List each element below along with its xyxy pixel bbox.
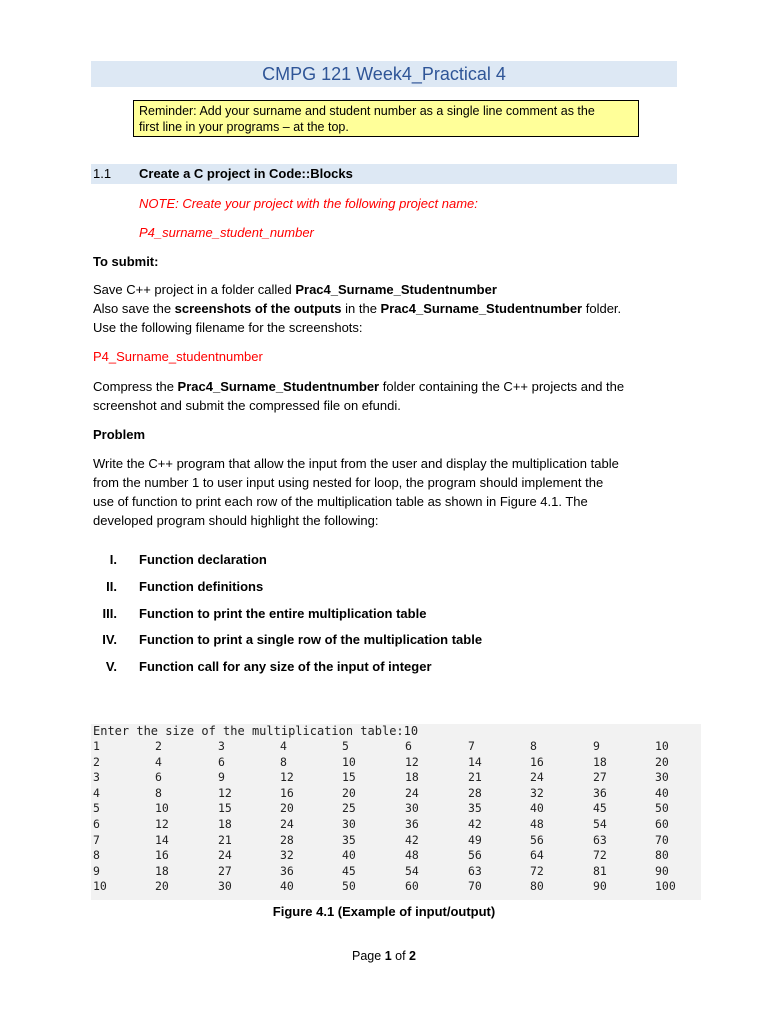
table-cell: 70 [655,832,669,847]
table-cell: 10 [93,879,107,894]
table-cell: 8 [93,848,100,863]
compress-line-1 [93,377,624,396]
table-cell: 49 [468,832,482,847]
table-cell: 21 [218,832,232,847]
table-cell: 6 [405,739,412,753]
table-cell: 81 [593,863,607,878]
table-cell: 45 [342,863,356,878]
screenshots-phrase: screenshots of the outputs [174,301,342,316]
problem-heading: Problem [93,427,146,442]
table-cell: 80 [655,848,669,863]
table-cell: 60 [655,817,669,831]
table-cell: 18 [218,817,232,831]
table-cell: 60 [405,879,419,894]
compress-text-pre: Compress the [93,379,178,394]
table-cell: 9 [218,770,225,785]
table-cell: 48 [405,848,419,863]
table-cell: 24 [280,817,294,831]
problem-line-4: developed program should highlight the following: [93,513,379,528]
table-cell: 4 [93,785,100,800]
table-cell: 36 [405,817,419,831]
table-cell: 56 [530,832,544,847]
table-cell: 10 [155,801,169,816]
table-cell: 70 [468,879,482,894]
table-cell: 45 [593,801,607,816]
table-cell: 14 [155,832,169,847]
table-cell: 12 [218,785,232,800]
problem-line-3: use of function to print each row of the multiplication table as shown in Figure 4.1. The [93,494,588,509]
table-cell: 90 [655,863,669,878]
table-cell: 80 [530,879,544,894]
submit-line-2-mid: in the [341,301,381,316]
table-cell: 10 [655,739,669,753]
console-output [91,724,701,900]
table-cell: 72 [530,863,544,878]
table-cell: 12 [280,770,294,785]
table-cell: 2 [93,754,100,769]
table-cell: 16 [530,754,544,769]
page-footer [0,949,768,963]
table-cell: 32 [530,785,544,800]
table-cell: 35 [468,801,482,816]
table-cell: 3 [218,739,225,753]
table-cell: 54 [405,863,419,878]
table-cell: 4 [280,739,287,753]
table-cell: 18 [593,754,607,769]
table-cell: 21 [468,770,482,785]
footer-total-pages: 2 [409,949,416,963]
table-cell: 40 [655,785,669,800]
table-cell: 14 [468,754,482,769]
section-title: Create a C project in Code::Blocks [139,166,353,181]
table-cell: 9 [93,863,100,878]
table-cell: 63 [468,863,482,878]
table-cell: 35 [342,832,356,847]
table-cell: 16 [155,848,169,863]
list-num-5: V. [105,659,117,674]
console-prompt: Enter the size of the multiplication table:10 [93,724,419,738]
table-cell: 30 [405,801,419,816]
table-cell: 8 [280,754,287,769]
project-name: P4_surname_student_number [139,225,314,240]
table-cell: 25 [342,801,356,816]
compress-text-post: folder containing the C++ projects and the [379,379,625,394]
table-cell: 6 [218,754,225,769]
figure-caption: Figure 4.1 (Example of input/output) [272,904,496,919]
folder-name: Prac4_Surname_Studentnumber [295,282,497,297]
table-cell: 48 [530,817,544,831]
table-cell: 20 [155,879,169,894]
footer-current-page: 1 [384,949,392,963]
table-cell: 27 [218,863,232,878]
table-cell: 28 [468,785,482,800]
submit-heading: To submit: [93,254,159,269]
table-cell: 10 [342,754,356,769]
footer-page-label: Page [352,949,385,963]
table-cell: 6 [93,817,100,831]
table-cell: 42 [405,832,419,847]
screenshot-filename: P4_Surname_studentnumber [93,349,263,364]
table-cell: 64 [530,848,544,863]
table-cell: 15 [218,801,232,816]
table-cell: 7 [468,739,475,753]
table-cell: 36 [593,785,607,800]
table-cell: 50 [342,879,356,894]
table-cell: 20 [280,801,294,816]
problem-line-2: from the number 1 to user input using nested for loop, the program should implement the [93,475,604,490]
reminder-line-1: Reminder: Add your surname and student number as a single line comment as the [139,104,595,118]
table-cell: 72 [593,848,607,863]
section-number: 1.1 [93,166,112,181]
table-cell: 4 [155,754,162,769]
table-cell: 28 [280,832,294,847]
list-item-2: Function definitions [139,579,264,594]
table-cell: 30 [218,879,232,894]
footer-of: of [391,949,410,963]
table-cell: 40 [530,801,544,816]
table-cell: 30 [655,770,669,785]
submit-line-3: Use the following filename for the screenshots: [93,320,363,335]
submit-line-1 [93,280,497,299]
table-cell: 2 [155,739,162,753]
table-cell: 1 [93,739,100,753]
table-cell: 42 [468,817,482,831]
table-cell: 20 [342,785,356,800]
list-item-1: Function declaration [139,552,267,567]
table-cell: 24 [530,770,544,785]
table-cell: 18 [155,863,169,878]
table-cell: 100 [655,879,676,894]
table-cell: 3 [93,770,100,785]
table-cell: 27 [593,770,607,785]
reminder-line-2: first line in your programs – at the top. [139,120,349,134]
table-cell: 56 [468,848,482,863]
table-cell: 40 [280,879,294,894]
table-cell: 12 [405,754,419,769]
note-text: NOTE: Create your project with the following project name: [139,196,478,211]
submit-line-2-text: Also save the [93,301,175,316]
list-num-1: I. [109,552,117,567]
table-cell: 32 [280,848,294,863]
table-cell: 16 [280,785,294,800]
table-cell: 9 [593,739,600,753]
compress-folder-name: Prac4_Surname_Studentnumber [177,379,380,394]
table-cell: 15 [342,770,356,785]
table-cell: 5 [93,801,100,816]
table-cell: 40 [342,848,356,863]
table-cell: 7 [93,832,100,847]
submit-line-2-post: folder. [582,301,622,316]
table-cell: 30 [342,817,356,831]
table-cell: 36 [280,863,294,878]
table-cell: 5 [342,739,349,753]
compress-line-2: screenshot and submit the compressed file on efundi. [93,398,401,413]
table-cell: 63 [593,832,607,847]
table-cell: 8 [530,739,537,753]
list-item-5: Function call for any size of the input of integer [139,659,432,674]
table-cell: 54 [593,817,607,831]
table-cell: 24 [218,848,232,863]
list-item-3: Function to print the entire multiplication table [139,606,427,621]
table-cell: 50 [655,801,669,816]
page-title: CMPG 121 Week4_Practical 4 [262,64,506,84]
list-num-2: II. [106,579,117,594]
table-cell: 20 [655,754,669,769]
table-cell: 24 [405,785,419,800]
list-num-3: III. [102,606,117,621]
table-cell: 6 [155,770,162,785]
submit-line-2 [93,299,621,318]
table-cell: 90 [593,879,607,894]
table-cell: 8 [155,785,162,800]
list-item-4: Function to print a single row of the multiplication table [139,632,483,647]
folder-name-2: Prac4_Surname_Studentnumber [380,301,583,316]
reminder-box [133,100,639,137]
list-num-4: IV. [102,632,117,647]
table-cell: 18 [405,770,419,785]
problem-line-1: Write the C++ program that allow the input from the user and display the multiplication table [93,456,619,471]
submit-line-1-text: Save C++ project in a folder called [93,282,296,297]
table-cell: 12 [155,817,169,831]
